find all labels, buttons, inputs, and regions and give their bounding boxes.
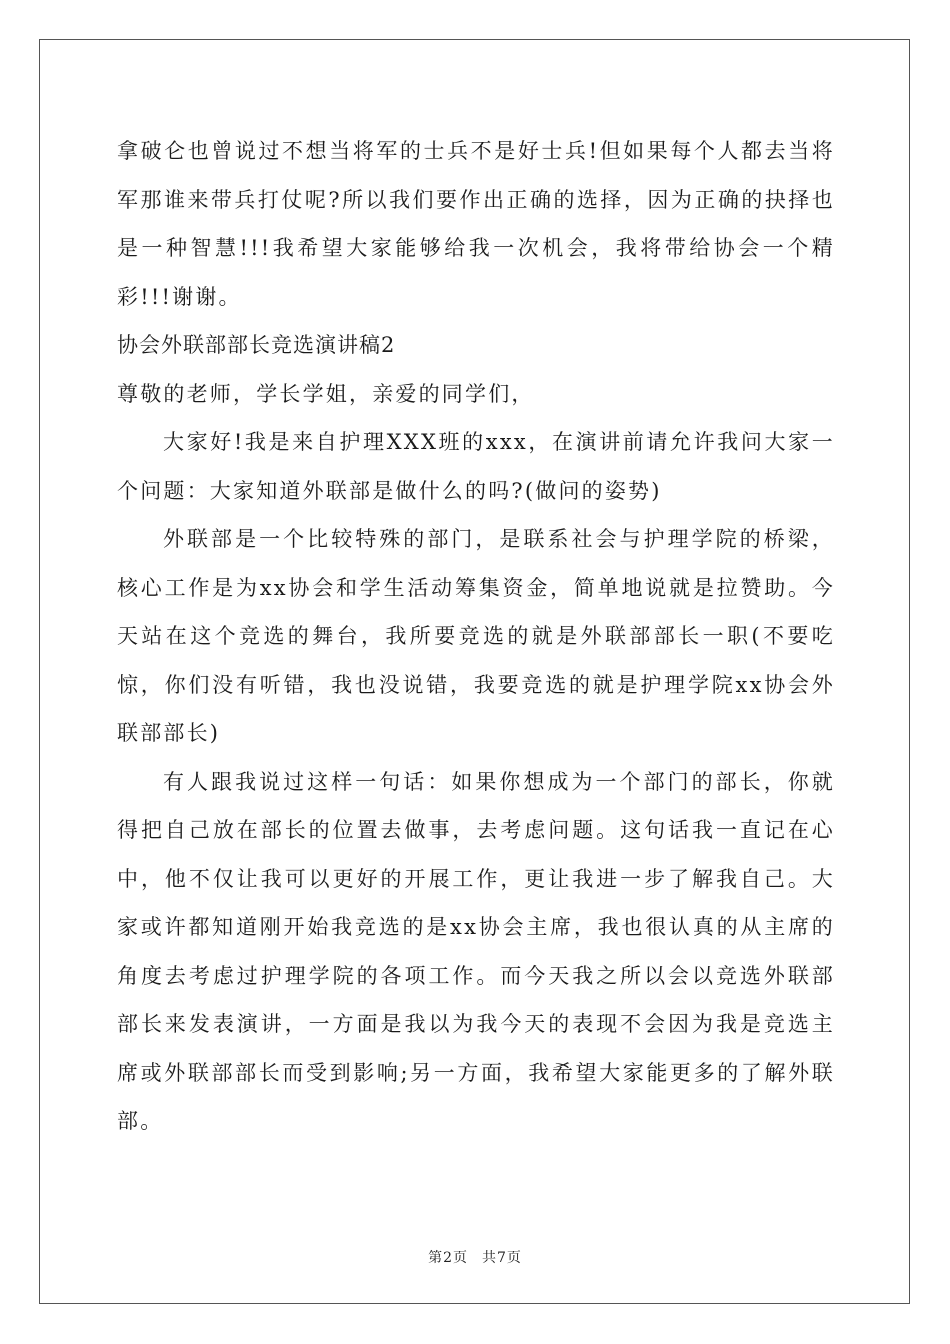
- section-title: 协会外联部部长竞选演讲稿2: [117, 333, 396, 357]
- document-body: [117, 127, 835, 1146]
- paragraph-closing-remarks: 拿破仑也曾说过不想当将军的士兵不是好士兵!但如果每个人都去当将军那谁来带兵打仗呢?所以我们要作出正确的选择，因为正确的抉择也是一种智慧!!!我希望大家能够给我一次机会，我将带给协会一个精彩!!!谢谢。: [117, 139, 835, 309]
- paragraph-motivation: 有人跟我说过这样一句话：如果你想成为一个部门的部长，你就得把自己放在部长的位置去做事，去考虑问题。这句话我一直记在心中，他不仅让我可以更好的开展工作，更让我进一步了解我自己。大家或许都知道刚开始我竞选的是xx协会主席，我也很认真的从主席的角度去考虑过护理学院的各项工作。而今天我之所以会以竞选外联部部长来发表演讲，一方面是我以为我今天的表现不会因为我是竞选主席或外联部部长而受到影响;另一方面，我希望大家能更多的了解外联部。: [117, 769, 835, 1133]
- page-number: 第2页: [428, 1250, 468, 1266]
- page-footer: [0, 1247, 950, 1267]
- page-total: 共7页: [482, 1250, 522, 1266]
- paragraph-salutation: 尊敬的老师，学长学姐，亲爱的同学们，: [117, 381, 535, 406]
- paragraph-department-intro: 外联部是一个比较特殊的部门，是联系社会与护理学院的桥梁，核心工作是为xx协会和学生活动筹集资金，简单地说就是拉赞助。今天站在这个竞选的舞台，我所要竞选的就是外联部部长一职(不要吃惊，你们没有听错，我也没说错，我要竞选的就是护理学院xx协会外联部部长): [117, 527, 835, 745]
- paragraph-greeting: 大家好!我是来自护理XXX班的xxx，在演讲前请允许我问大家一个问题：大家知道外联部是做什么的吗?(做问的姿势): [117, 430, 835, 503]
